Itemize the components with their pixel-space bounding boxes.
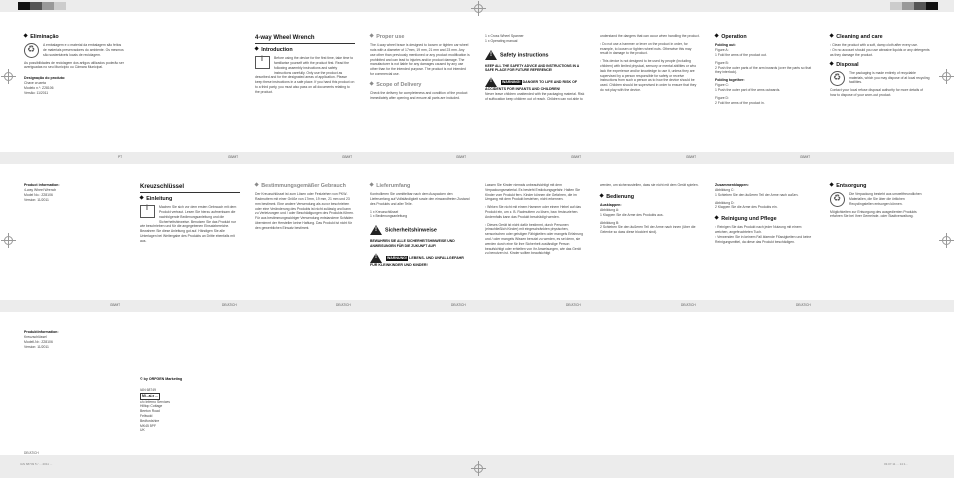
crop-mark [474, 464, 483, 473]
diamond-bullet-icon [254, 46, 259, 51]
pt-column [24, 34, 124, 96]
de-col4-bullet: ▫ Dieses Gerät ist nicht dafür bestimmt, durch Personen (einschließlich Kinder) mit eingeschränkten physischen, sensorischen oder geistigen Fähigkeiten oder mangels Erfahrung und / oder mangels Wissen benutzt zu werden, es sei denn, sie werden durch eine für ihre Sicherheit zuständige Person beaufsichtigt oder erhielten von ihr Anweisungen, wie das Gerät zu benutzen ist. Kinder sollten beaufsichtigt [485, 222, 584, 256]
prod-designation-heading: Designação do produto: [24, 76, 66, 81]
col4-bullet: ▫ Do not use a hammer or lever on the product in order, for example, to loosen or tighten wheel nuts. Otherwise this may result in damage to the product. [600, 41, 692, 56]
warning-triangle-icon [370, 253, 382, 263]
fig-label: Figure B: [715, 60, 729, 65]
diamond-bullet-icon [139, 195, 144, 200]
warning-text: DANGER TO LIFE AND RISK OF ACCIDENTS FOR INFANTS AND CHILDREN! [485, 80, 578, 92]
de-col-7 [830, 183, 930, 222]
warnung-box [370, 253, 470, 268]
page-footer: DE/AT/CH [451, 303, 466, 307]
einleitung-heading: Einleitung [140, 196, 240, 203]
lieferumfang-heading: Lieferumfang [370, 183, 470, 190]
fold-together-heading: Folding together: [715, 78, 745, 83]
color-bar-right [890, 2, 938, 10]
fig-label: Figure C: [715, 83, 729, 88]
gb-col-2 [370, 34, 470, 104]
produktinfo-line: Modell-Nr.: Z28106 [24, 339, 53, 344]
page-footer: GB/MT [110, 303, 121, 307]
crop-mark [4, 236, 13, 245]
gb-col-5 [715, 34, 815, 108]
zusammenklappen-heading: Zusammenklappen: [715, 183, 749, 187]
fig-label: Figure A: [715, 48, 729, 53]
gb-col-1 [255, 34, 355, 98]
fig-step: 2 Fold the arms of the product in. [715, 100, 765, 105]
de-col5-paragraph: werden, um sicherzustellen, dass sie nicht mit dem Gerät spielen. [600, 183, 699, 187]
info-book-icon [255, 56, 270, 69]
entsorgung-heading: Entsorgung [830, 183, 930, 190]
diamond-bullet-icon [369, 182, 374, 187]
operation-heading: Operation [715, 34, 815, 41]
diamond-bullet-icon [714, 33, 719, 38]
imprint-line: MK45 5PF [140, 423, 157, 428]
imprint-column [140, 377, 230, 433]
warning-paragraph: Never leave children unattended with the packaging material. Risk of suffocation keep children out of reach. Children can not able to [485, 91, 585, 101]
fold-out-heading: Folding out: [715, 43, 736, 48]
diamond-bullet-icon [369, 33, 374, 38]
imprint-line: Hilltop Cottage [140, 404, 163, 409]
scope-heading: Scope of Delivery [370, 82, 470, 89]
fig-label: Figure D: [715, 95, 729, 100]
page-footer: DE/AT/CH [566, 303, 581, 307]
lieferumfang-paragraph: Kontrollieren Sie unmittelbar nach dem Auspacken den Lieferumfang auf Vollständigkeit sowie den einwandfreien Zustand des Produkts und aller Teile. [370, 192, 470, 206]
page-footer: GB/MT [228, 155, 239, 159]
page-footer: GB/MT [686, 155, 697, 159]
de-col-1 [140, 183, 240, 247]
produktinfo-heading: Produktinformation: [24, 330, 59, 334]
diamond-bullet-icon [829, 61, 834, 66]
color-bar-left [18, 2, 66, 10]
abb-label: Abbildung A: [600, 207, 620, 212]
disposal-paragraph-2: Contact your local refuse disposal authority for more details of how to dispose of your worn-out product. [830, 88, 923, 97]
page-footer: GB/MT [800, 155, 811, 159]
product-info-column [24, 183, 114, 202]
rein-bullet: ▫ Verwenden Sie in keinem Fall ätzende Flüssigkeiten und keine Reinigungsmittel, da diese das Produkt beschädigen. [715, 234, 812, 244]
rein-bullet: ▫ Reinigen Sie das Produkt nach jeder Nutzung mit einem weichen, angefeuchteten Tuch. [715, 225, 802, 235]
page-footer: GB/MT [571, 155, 582, 159]
gb-col-6 [830, 34, 930, 101]
col4-paragraph: understand the dangers that can occur when handling the product. [600, 34, 700, 38]
bestimmung-paragraph: Der Kreuzschlüssel ist zum Lösen oder Festziehen von PKW-Radmuttern mit einer Größe von 17mm, 19 mm, 21 mm und 23 mm bestimmt. Eine andere Verwendung als zuvor beschrieben oder eine Veränderung des Produkts ist nicht zulässig und kann zu Verletzungen und / oder Beschädigungen des Produkts führen. Für aus bestimmungswidriger Verwendung entstandene Schäden übernimmt der Hersteller keine Haftung. Das Produkt ist nicht für den gewerblichen Einsatz bestimmt. [255, 192, 354, 230]
warning-box [485, 77, 585, 92]
crop-mark [942, 236, 951, 245]
page-footer: DE/AT/CH [336, 303, 351, 307]
elim-paragraph-2: As possibilidades de reciclagem dos artigos utilizados poderão ser averiguadas no seu Município ou Câmara Municipal. [24, 60, 124, 70]
info-book-icon [140, 205, 155, 218]
warnung-text: LEBENS- UND UNFALLGEFAHR FÜR KLEINKINDER UND KINDER! [370, 255, 464, 267]
clean-bullet: ▫ On no account should you use abrasive liquids or any detergents as they damage the product. [830, 47, 930, 57]
prodinfo-line: Model No.: Z28106 [24, 192, 53, 197]
elim-heading: Eliminação [24, 34, 124, 41]
imprint-line: Beeton Road [140, 409, 160, 414]
diamond-bullet-icon [714, 216, 719, 221]
de-product-title: Kreuzschlüssel [140, 183, 240, 193]
cleaning-heading: Cleaning and care [830, 34, 930, 41]
entsorgung-paragraph-2: Möglichkeiten zur Entsorgung des ausgedienten Produkts erfahren Sie bei Ihrer Gemeinde- oder Stadtverwaltung. [830, 209, 917, 219]
crop-mark [942, 72, 951, 81]
entsorgung-paragraph: ♻ Die Verpackung besteht aus umweltfreundlichen Materialien, die Sie über die örtlichen Recyclingstellen entsorgen können. [830, 192, 930, 206]
imprint-line: Fellwold [140, 413, 153, 418]
imprint-line: IAN 68749 [140, 388, 157, 392]
disposal-paragraph: ♻ The packaging is made entirely of recyclable materials, which you may dispose of at local recycling facilities. [830, 71, 930, 85]
intro-paragraph: i Before using the device for the first time, take time to familiarise yourself with the product first. Read the following assembly instructions and safety instructions carefully. Only use the product as described and for the designated areas of application. Please keep these instructions in a safe place. If you hand this product on to a third party, you must also pass on all documents relating to the product. [255, 56, 355, 94]
page-footer: DE/AT/CH [681, 303, 696, 307]
page-footer: DE/AT/CH [222, 303, 237, 307]
proper-use-heading: Proper use [370, 34, 470, 41]
lief-item: 1 x Kreuzschlüssel [370, 209, 399, 214]
clean-bullet: ▫ Clean the product with a soft, damp cloth after every use. [830, 43, 918, 48]
diamond-bullet-icon [829, 182, 834, 187]
abb-label: Abbildung C: [715, 188, 735, 192]
de-col4-paragraph: Lassen Sie Kinder niemals unbeaufsichtigt mit dem Verpackungsmaterial. Es besteht Erstickungsgefahr. Halten Sie Kinder vom Produkt fern. Kinder können die Gefahren, die im Umgang mit dem Produkt bestehen, nicht erkennen. [485, 183, 580, 202]
imprint-line: Mi...ai.x ... [142, 393, 159, 398]
recycle-icon [830, 192, 845, 207]
intro-heading: Introduction [255, 47, 355, 54]
produktinfo-line: Version: 11/2011 [24, 344, 49, 349]
imprint-line: UK [140, 428, 145, 433]
lief-item: 1 x Bedienungsanleitung [370, 214, 408, 219]
einleitung-paragraph: i Machen Sie sich vor dem ersten Gebrauch mit dem Produkt vertraut. Lesen Sie hierzu aufmerksam die nachfolgende Bedienungsanleitung und die Sicherheitshinweise. Benutzen Sie das Produkt nur wie beschrieben und für die angegebenen Einsatzbereiche. Bewahren Sie diese Anleitung gut auf. Händigen Sie alle Unterlagen bei Weitergabe des Produkts an Dritte ebenfalls mit aus. [140, 205, 240, 243]
sicherheit-heading: !Sicherheitshinweise [370, 225, 470, 235]
imprint-line: Bedfordshire [140, 418, 160, 423]
fig-step: 1 Push the outer part of the arms outwards. [715, 87, 781, 92]
prodinfo-heading: Product information: [24, 183, 60, 187]
warning-label: WARNING! [502, 80, 521, 85]
mid-band-1 [0, 152, 954, 164]
de-col-4 [485, 183, 585, 259]
imprint-heading: © by ORFGEN Marketing [140, 377, 183, 381]
page-footer: PT [118, 155, 123, 159]
bestimmung-heading: Bestimmungsgemäßer Gebrauch [255, 183, 355, 190]
diamond-bullet-icon [829, 33, 834, 38]
de-col-5 [600, 183, 700, 238]
page-footer: DE/AT/CH [24, 451, 39, 455]
diamond-bullet-icon [254, 182, 259, 187]
produktinfo-line: Kreuzschlüssel [24, 335, 47, 339]
abb-label: Abbildung D: [715, 200, 735, 205]
fig-step: 1 Fold the arms of the product out. [715, 52, 767, 57]
abb-step: 2 Klappen Sie die Arme des Produkts ein. [715, 205, 778, 210]
gb-col-3 [485, 34, 585, 105]
de-col-6 [715, 183, 815, 248]
page-footer: DE/AT/CH [796, 303, 811, 307]
page-footer: GB/MT [342, 155, 353, 159]
de-col-3 [370, 183, 470, 268]
abb-label: Abbildung B: [600, 220, 620, 225]
sicherheit-keep: BEWAHREN SIE ALLE SICHERHEITSHINWEISE UND ANWEISUNGEN FÜR DIE ZUKUNFT AUF! [370, 239, 455, 248]
crop-mark [4, 72, 13, 81]
gb-col-4 [600, 34, 700, 96]
reinigung-heading: Reinigung und Pflege [715, 216, 815, 223]
corner-code: 03.07.11 ... 14:1... [884, 462, 908, 466]
safety-keep: KEEP ALL THE SAFETY ADVICE AND INSTRUCTIONS IN A SAFE PLACE FOR FUTURE REFERENCE! [485, 63, 580, 73]
scope-paragraph: Check the delivery for completeness and condition of the product immediately after opening and ensure all parts are included. [370, 90, 468, 100]
safety-heading: !Safety instructions [485, 50, 585, 60]
imprint-code: IAN 68749 5 / ... 2011 ... [20, 462, 53, 466]
warning-triangle-icon [485, 77, 497, 87]
recycle-icon [24, 43, 39, 58]
elim-paragraph: ♻ A embalagem e o material da embalagem são feitos de materiais preservadores do ambiente. Os mesmos são sustentáveis locais de reciclagem. [24, 43, 124, 57]
prod-line: Modelo n.º: Z28106 [24, 85, 54, 90]
diamond-bullet-icon [369, 81, 374, 86]
abb-step: 1 Klappen Sie die Arme des Produkts aus. [600, 212, 664, 217]
warning-triangle-icon [370, 225, 382, 235]
abb-step: 1 Schieben Sie den äußeren Teil der Arme nach außen. [715, 192, 799, 197]
bedienung-heading: Bedienung [600, 194, 700, 201]
prodinfo-line: Version: 11/2011 [24, 197, 49, 202]
prod-line: Chave cruzeta [24, 81, 46, 86]
de-product-info-column [24, 330, 114, 349]
de-col-2 [255, 183, 355, 234]
abb-step: 2 Schieben Sie den äußeren Teil der Arme nach innen (über die Gelenke so dass diese blockiert sind). [600, 225, 696, 235]
de-col4-bullet: ▫ Wirken Sie nicht mit einem Hammer oder einem Hebel auf das Produkt ein, um z. B. Radmuttern zu lösen, bzw. festzuziehen. Andernfalls kann das Produkt beschädigt werden. [485, 205, 582, 219]
disposal-heading: Disposal [830, 62, 930, 69]
prodinfo-line: 4-way Wheel Wrench [24, 188, 57, 192]
fig-step: 2 Push the outer parts of the arm inwards (over the parts so that they interlock). [715, 65, 812, 75]
scope-item: 1 x Cross Wheel Spanner [485, 34, 524, 38]
recycle-icon [830, 71, 845, 86]
diamond-bullet-icon [599, 193, 604, 198]
prod-line: Versão: 11/2011 [24, 90, 49, 95]
scope-item: 1 x Operating manual [485, 38, 518, 43]
crop-mark [474, 4, 483, 13]
diamond-bullet-icon [23, 33, 28, 38]
product-title: 4-way Wheel Wrench [255, 34, 355, 44]
ausklappen-heading: Ausklappen: [600, 202, 622, 207]
imprint-line: c/o Inferno Services [140, 399, 170, 404]
col4-bullet: ▫ This device is not designed to be used by people (including children) with limited physical, sensory or mental abilities or who lack the experience and/or knowledge to use it, unless they are supervised by a person responsible for safety or receive instructions from such a person as to how the device should be used. Children should be supervised in order to ensure that they do not play with the device. [600, 59, 697, 92]
warnung-label: WARNUNG! [387, 255, 408, 260]
page-footer: GB/MT [456, 155, 467, 159]
warning-triangle-icon [485, 50, 497, 60]
proper-use-paragraph: The 4-way wheel brace is designed to loosen or tighten car wheel nuts with a diameter of 17mm, 19 mm, 21 mm and 23 mm. Any use other than previously mentioned or any product modification is prohibited and can lead to injuries and/or product damage. The manufacturer is not liable for any damages caused by any use other than for the intended purpose. The product is not intended for commercial use. [370, 43, 470, 76]
